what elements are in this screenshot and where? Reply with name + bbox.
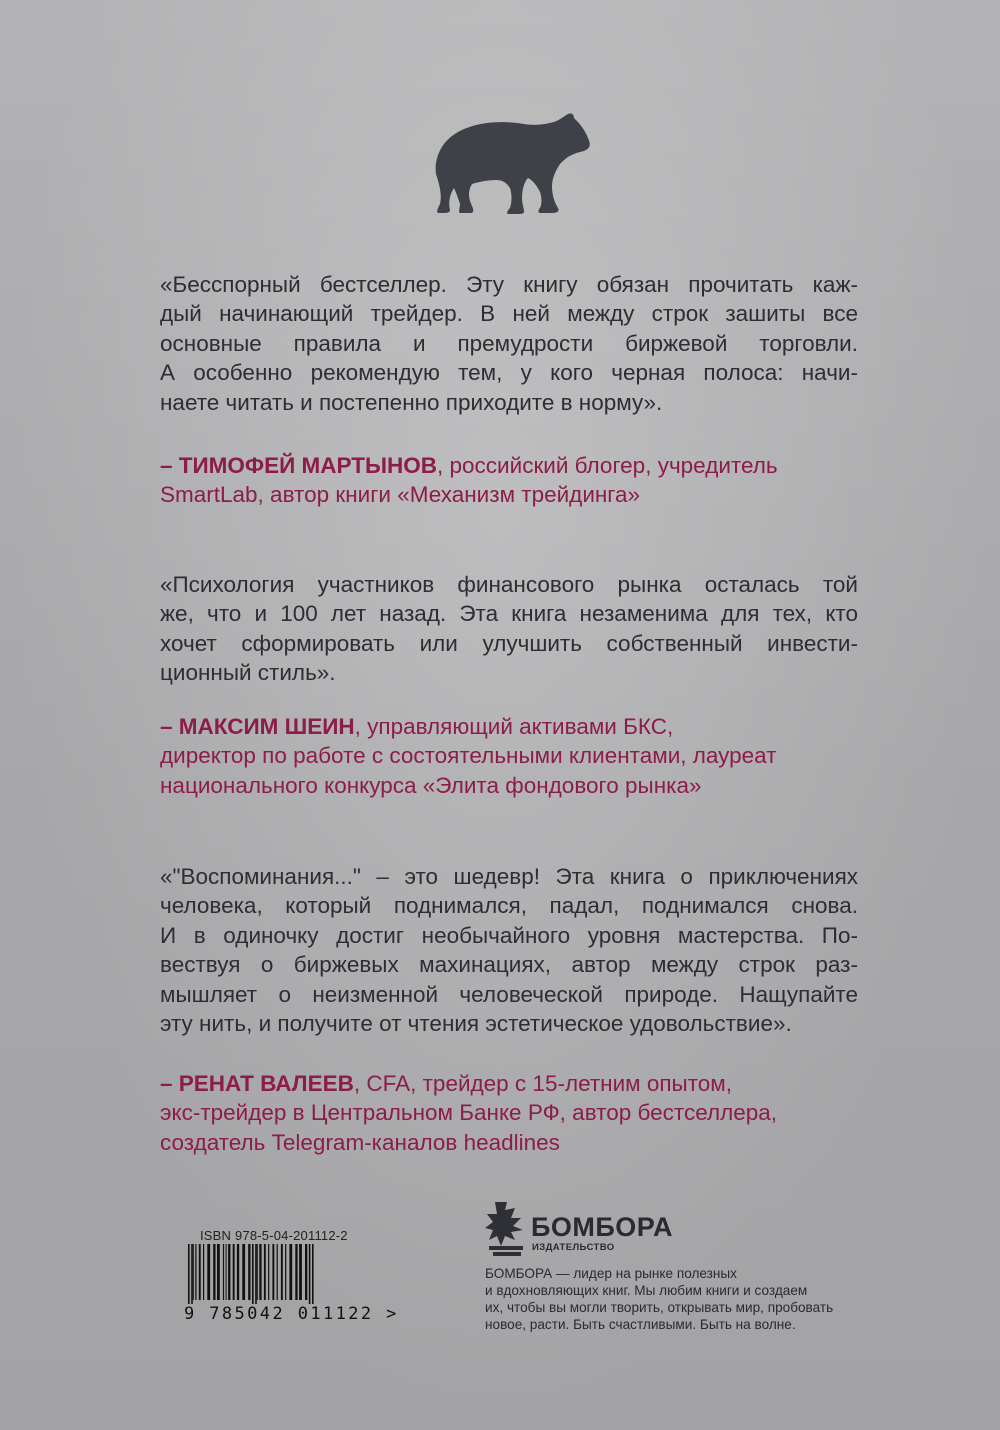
barcode-bar: [228, 1244, 230, 1300]
bombora-logo-icon: [485, 1200, 527, 1258]
publisher-description: [485, 1265, 855, 1333]
barcode-guard-bar: [255, 1244, 257, 1304]
publisher-description-line: новое, расти. Быть счастливыми. Быть на волне.: [485, 1317, 796, 1332]
publisher-name: БОМБОРА: [531, 1212, 673, 1242]
bear-icon: [428, 112, 592, 214]
barcode-bar: [233, 1244, 235, 1300]
quote-line: человека, который поднимался, падал, поднимался снова.: [160, 893, 858, 919]
review-3-quote: [160, 862, 858, 1038]
barcode-bar: [223, 1244, 224, 1300]
review-2-quote: [160, 570, 858, 688]
publisher-subtitle: ИЗДАТЕЛЬСТВО: [532, 1242, 615, 1253]
reviewer-title: SmartLab, автор книги «Механизм трейдинга»: [160, 482, 641, 508]
reviewer-name: – ТИМОФЕЙ МАРТЫНОВ: [160, 453, 438, 478]
isbn-label: ISBN 978-5-04-201112-2: [200, 1228, 348, 1243]
barcode-bar: [285, 1244, 286, 1300]
reviewer-name: – РЕНАТ ВАЛЕЕВ: [160, 1071, 354, 1096]
barcode-bar: [213, 1244, 215, 1300]
review-2-attribution: [160, 712, 880, 800]
reviewer-title: национального конкурса «Элита фондового рынка»: [160, 772, 702, 798]
reviewer-title: директор по работе с состоятельными клиентами, лауреат: [160, 743, 777, 769]
reviewer-title: экс-трейдер в Центральном Банке РФ, автор бестселлера,: [160, 1100, 778, 1126]
barcode-guard-bar: [309, 1244, 311, 1304]
barcode-bar: [195, 1244, 196, 1300]
publisher-description-line: и вдохновляющих книг. Мы любим книги и создаем: [485, 1283, 808, 1298]
review-3-attribution: [160, 1069, 880, 1157]
barcode-bar: [199, 1244, 201, 1300]
review-1-quote: [160, 270, 858, 417]
barcode-guard-bar: [312, 1244, 314, 1304]
quote-line: мышляет о неизменной человеческой природе. Нащупайте: [160, 981, 858, 1007]
quote-line: хочет сформировать или улучшить собственный инвести-: [160, 630, 858, 656]
barcode-bar: [237, 1244, 239, 1300]
barcode-bar: [281, 1244, 283, 1300]
reviewer-title: , CFA, трейдер с 15-летним опытом,: [353, 1071, 733, 1096]
barcode-bar: [203, 1244, 204, 1300]
publisher-description-line: их, чтобы вы могли творить, открывать мир, пробовать: [485, 1300, 834, 1315]
barcode-bar: [217, 1244, 220, 1300]
quote-line: И в одиночку достиг необычайного уровня мастерства. По-: [160, 922, 858, 948]
reviewer-title: , управляющий активами БКС,: [354, 714, 674, 739]
barcode-guard-bar: [191, 1244, 193, 1304]
barcode: [186, 1244, 382, 1304]
barcode-bar: [295, 1244, 297, 1300]
barcode-digits: 9 785042 011122 >: [184, 1304, 399, 1324]
quote-line: же, что и 100 лет назад. Эта книга незаменима для тех, кто: [160, 601, 858, 627]
quote-line: ционный стиль».: [160, 660, 336, 686]
barcode-bar: [277, 1244, 278, 1300]
reviewer-title: создатель Telegram-каналов headlines: [160, 1129, 560, 1155]
quote-line: «"Воспоминания..." – это шедевр! Эта книга о приключениях: [160, 864, 858, 889]
barcode-bar: [226, 1244, 227, 1300]
barcode-bar: [268, 1244, 269, 1300]
barcode-bar: [259, 1244, 261, 1300]
barcode-bar: [272, 1244, 274, 1300]
barcode-bar: [248, 1244, 250, 1300]
barcode-bar: [289, 1244, 292, 1300]
publisher-description-line: БОМБОРА — лидер на рынке полезных: [485, 1266, 737, 1281]
quote-line: наете читать и постепенно приходите в норму».: [160, 389, 663, 415]
barcode-bar: [305, 1244, 307, 1300]
barcode-bar: [257, 1244, 258, 1300]
barcode-bar: [264, 1244, 266, 1300]
barcode-bar: [207, 1244, 210, 1300]
quote-line: А особенно рекомендую тем, у кого черная полоса: начи-: [160, 360, 858, 386]
barcode-bar: [193, 1244, 194, 1300]
quote-line: эту нить, и получите от чтения эстетическое удовольствие».: [160, 1011, 792, 1037]
quote-line: вествуя о биржевых махинациях, автор между строк раз-: [160, 952, 858, 978]
reviewer-name: – МАКСИМ ШЕИН: [160, 714, 355, 739]
barcode-bar: [299, 1244, 302, 1300]
barcode-guard-bar: [252, 1244, 254, 1304]
quote-line: дый начинающий трейдер. В ней между строк зашиты все: [160, 301, 858, 327]
barcode-guard-bar: [188, 1244, 190, 1304]
quote-line: «Психология участников финансового рынка осталась той: [160, 572, 858, 597]
quote-line: «Бесспорный бестселлер. Эту книгу обязан прочитать каж-: [160, 272, 858, 297]
reviewer-title: , российский блогер, учредитель: [437, 453, 778, 478]
review-1-attribution: [160, 451, 880, 510]
quote-line: основные правила и премудрости биржевой торговли.: [160, 330, 858, 356]
barcode-bar: [242, 1244, 245, 1300]
